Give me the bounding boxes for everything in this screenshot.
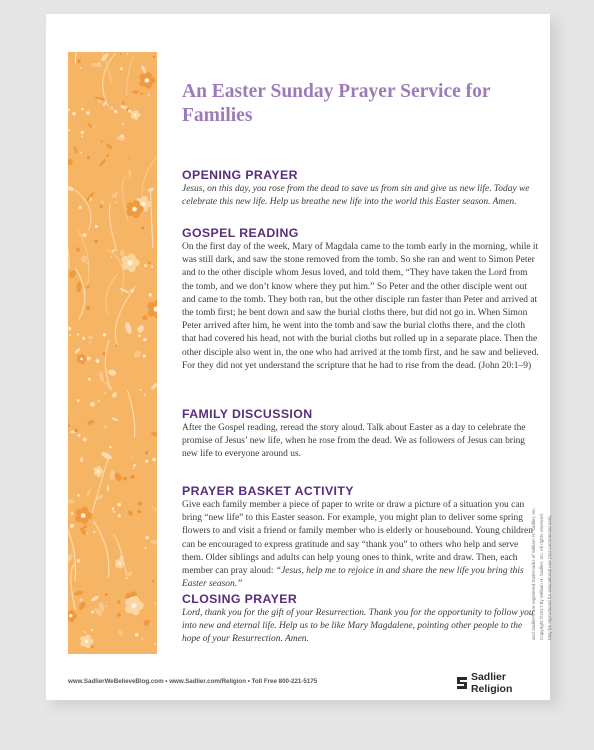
section-heading: CLOSING PRAYER [182, 592, 298, 606]
legal-notice [530, 300, 554, 640]
brand-logo [456, 671, 550, 695]
section-heading: FAMILY DISCUSSION [182, 407, 313, 421]
section-closing-prayer [182, 592, 540, 647]
section-text: Lord, thank you for the gift of your Resurrection. Thank you for the opportunity to follow you into new and eternal life. Help us to be like Mary Magdalene, pointing other people to the hope of your Resurrection. Amen. [182, 608, 534, 645]
legal-line: and Sadlier® are registered trademarks of William H. Sadlier, Inc. [531, 507, 536, 640]
activity-text: Give each family member a piece of paper to write or draw a picture of a situation you can bring “new life” to this Easter season. For example, you might plan to deliver some spring flowers to and visit a friend or family member who is elderly or housebound. Young children can be encouraged to express gratitude and say “thank you” to others who help and serve them. Older siblings and adults can help young ones to think, write and draw. Then, each member can pray aloud: [182, 500, 533, 577]
legal-line: May be reproduced for educational use (not commercial use). [547, 514, 552, 640]
activity-prayer-text: “Jesus, help me to rejoice in and share the new life you bring this Easter season.” [182, 566, 524, 590]
section-text: On the first day of the week, Mary of Magdala came to the tomb early in the morning, while it was still dark, and saw the stone removed from the tomb. So she ran and went to Simon Peter and to the other disciple whom Jesus loved, and told them, “They have taken the Lord from the tomb, and we don’t know where they put him.” So Peter and the other disciple went out and came to the tomb. They both ran, but the other disciple ran faster than Peter and arrived at the tomb first; he bent down and saw the burial cloths there, but did not go in. When Simon Peter arrived after him, he went into the tomb and saw the burial cloths there, and the cloth that had covered his head, not with the burial cloths but rolled up in a separate place. Then the other disciple also went in, the one who had arrived at the tomb first, and he saw and believed. For they did not yet understand the scripture that he had to rise from the dead. (John 20:1–9) [182, 242, 539, 371]
section-heading: GOSPEL READING [182, 226, 299, 240]
section-gospel-reading [182, 226, 540, 373]
brand-name: Sadlier Religion [470, 671, 513, 695]
floral-pattern-icon [68, 52, 157, 654]
floral-border-band [68, 52, 157, 654]
footer-links: www.SadlierWeBelieveBlog.com • www.Sadlier.com/Religion • Toll Free 800-221-5175 [68, 678, 318, 685]
sadlier-logo-icon [456, 676, 468, 690]
section-family-discussion [182, 407, 540, 462]
section-heading: PRAYER BASKET ACTIVITY [182, 484, 354, 498]
section-text: After the Gospel reading, reread the story aloud. Talk about Easter as a day to celebrate the promise of Jesus’ new life, when he rose from the dead. We as followers of Jesus can bring new life to everyone around us. [182, 423, 526, 460]
page-title: An Easter Sunday Prayer Service for Families [182, 81, 491, 126]
section-text [182, 499, 540, 591]
section-prayer-basket-activity [182, 484, 540, 591]
section-opening-prayer [182, 168, 540, 209]
legal-line: Copyright ©2017 by William H. Sadlier, Inc. All rights reserved. [539, 513, 544, 640]
worksheet-page [46, 14, 550, 700]
section-text: Jesus, on this day, you rose from the dead to save us from sin and give us new life. Today we celebrate this new life. Help us breathe new life into the world this Easter season. Amen. [182, 184, 530, 208]
section-heading: OPENING PRAYER [182, 168, 298, 182]
